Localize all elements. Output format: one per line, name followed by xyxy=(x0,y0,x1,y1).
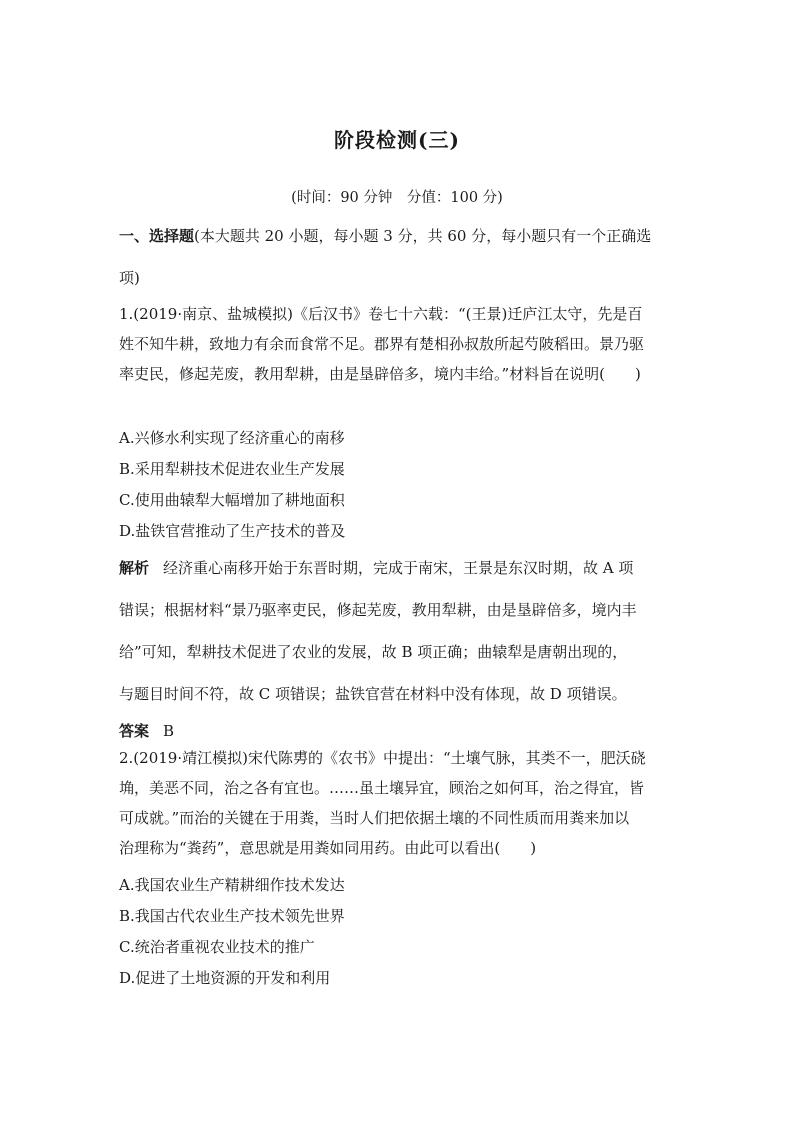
option-c[interactable]: C.使用曲辕犁大幅增加了耕地面积 xyxy=(119,491,345,509)
question-2-options xyxy=(119,875,675,999)
question-1-options xyxy=(119,428,675,552)
stem-line: 2.(2019·靖江模拟)宋代陈旉的《农书》中提出：“土壤气脉，其类不一，肥沃硗 xyxy=(119,749,646,767)
answer-value: B xyxy=(163,722,175,740)
section-instruction-line: 项) xyxy=(119,269,140,287)
analysis-line xyxy=(119,558,675,600)
option-c[interactable]: C.统治者重视农业技术的推广 xyxy=(119,938,315,956)
answer-line xyxy=(119,721,675,741)
stem-line: 1.(2019·南京、盐城模拟)《后汉书》卷七十六载：“(王景)迁庐江太守，先是百 xyxy=(119,305,643,323)
option-d[interactable]: D.促进了土地资源的开发和利用 xyxy=(119,969,331,987)
page-title: 阶段检测(三) xyxy=(334,128,460,152)
analysis-line: 错误；根据材料“景乃驱率吏民，修起芜废，教用犁耕，由是垦辟倍多，境内丰 xyxy=(119,601,637,619)
option-d[interactable]: D.盐铁官营推动了生产技术的普及 xyxy=(119,522,346,540)
question-1-stem xyxy=(119,304,675,394)
exam-info: (时间：90 分钟 分值：100 分) xyxy=(291,190,503,206)
section-instruction: (本大题共 20 小题，每小题 3 分，共 60 分，每小题只有一个正确选 xyxy=(194,227,652,245)
analysis-line: 给”可知，犁耕技术促进了农业的发展，故 B 项正确；曲辕犁是唐朝出现的， xyxy=(119,643,628,661)
option-a[interactable]: A.我国农业生产精耕细作技术发达 xyxy=(119,876,345,894)
section-instruction-line xyxy=(119,226,675,268)
analysis-line: 与题目时间不符，故 C 项错误；盐铁官营在材料中没有体现，故 D 项错误。 xyxy=(119,685,627,703)
question-1-analysis xyxy=(119,558,675,726)
analysis-label: 解析 xyxy=(119,559,150,577)
section-title: 一、选择题 xyxy=(119,227,195,245)
stem-line: 姓不知牛耕，致地力有余而食常不足。郡界有楚相孙叔敖所起芍陂稻田。景乃驱 xyxy=(119,335,645,353)
question-2-stem xyxy=(119,748,675,868)
option-b[interactable]: B.采用犁耕技术促进农业生产发展 xyxy=(119,460,345,478)
stem-line: 可成就。”而治的关键在于用粪，当时人们把依据土壤的不同性质而用粪来加以 xyxy=(119,809,630,827)
stem-line: 治理称为“粪药”，意思就是用粪如同用药。由此可以看出( ) xyxy=(119,839,537,857)
stem-line: 埆，美恶不同，治之各有宜也。……虽土壤异宜，顾治之如何耳，治之得宜，皆 xyxy=(119,779,645,797)
stem-line: 率吏民，修起芜废，教用犁耕，由是垦辟倍多，境内丰给。”材料旨在说明( ) xyxy=(119,365,641,383)
answer-label: 答案 xyxy=(119,722,150,740)
exam-page xyxy=(119,0,675,1123)
option-a[interactable]: A.兴修水利实现了经济重心的南移 xyxy=(119,429,345,447)
question-1-answer xyxy=(119,721,675,741)
analysis-text: 经济重心南移开始于东晋时期，完成于南宋，王景是东汉时期，故 A 项 xyxy=(163,559,634,577)
section-heading xyxy=(119,226,675,310)
option-b[interactable]: B.我国古代农业生产技术领先世界 xyxy=(119,907,345,925)
